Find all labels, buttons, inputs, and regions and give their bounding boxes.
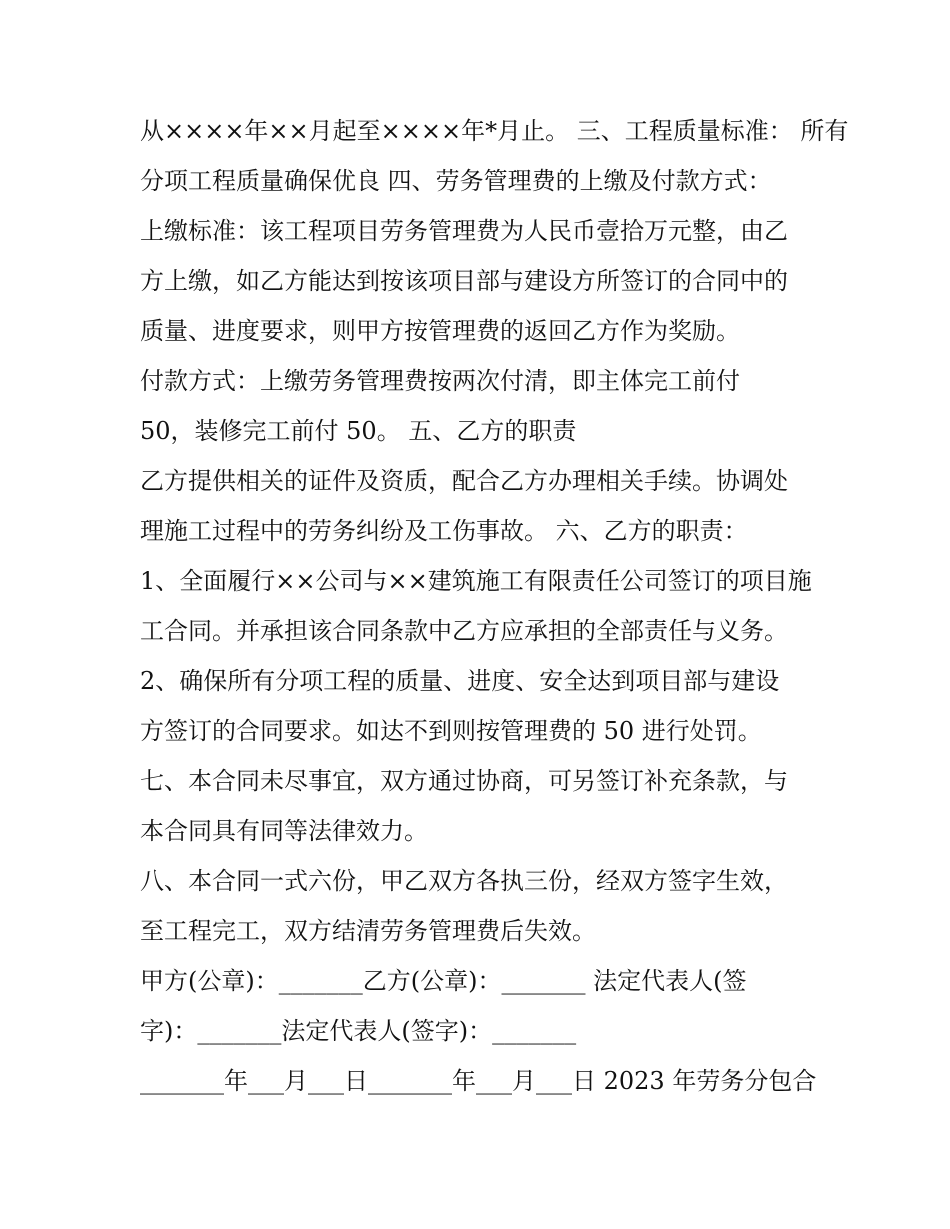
- text-line: 付款方式：上缴劳务管理费按两次付清，即主体完工前付: [140, 367, 740, 395]
- text-line: 上缴标准：该工程项目劳务管理费为人民币壹拾万元整，由乙: [140, 217, 788, 245]
- text-line: 质量、进度要求，则甲方按管理费的返回乙方作为奖励。: [140, 317, 740, 345]
- text-line: 八、本合同一式六份，甲乙双方各执三份，经双方签字生效，: [140, 867, 788, 895]
- date-line: _______年___月___日_______年___月___日 2023 年劳务分包合: [140, 1067, 817, 1095]
- text-line: 七、本合同未尽事宜，双方通过协商，可另签订补充条款，与: [140, 767, 788, 795]
- text-line: 50，装修完工前付 50。 五、乙方的职责: [140, 417, 577, 445]
- text-line: 工合同。并承担该合同条款中乙方应承担的全部责任与义务。: [140, 617, 788, 645]
- text-line: 乙方提供相关的证件及资质，配合乙方办理相关手续。协调处: [140, 467, 788, 495]
- text-line: 1、全面履行××公司与××建筑施工有限责任公司签订的项目施: [140, 567, 812, 595]
- contract-text-body: [140, 106, 849, 1106]
- signature-line: 字)：_______法定代表人(签字)：_______: [140, 1017, 577, 1045]
- text-line: 至工程完工，双方结清劳务管理费后失效。: [140, 917, 596, 945]
- text-line: 方签订的合同要求。如达不到则按管理费的 50 进行处罚。: [140, 717, 762, 745]
- text-line: 2、确保所有分项工程的质量、进度、安全达到项目部与建设: [140, 667, 780, 695]
- text-line: 分项工程质量确保优良 四、劳务管理费的上缴及付款方式：: [140, 167, 772, 195]
- text-line: 从××××年××月起至××××年*月止。 三、工程质量标准： 所有: [140, 117, 849, 145]
- signature-line: 甲方(公章)：_______乙方(公章)：_______ 法定代表人(签: [140, 967, 747, 995]
- text-line: 本合同具有同等法律效力。: [140, 817, 428, 845]
- text-line: 理施工过程中的劳务纠纷及工伤事故。 六、乙方的职责：: [140, 517, 748, 545]
- text-line: 方上缴，如乙方能达到按该项目部与建设方所签订的合同中的: [140, 267, 788, 295]
